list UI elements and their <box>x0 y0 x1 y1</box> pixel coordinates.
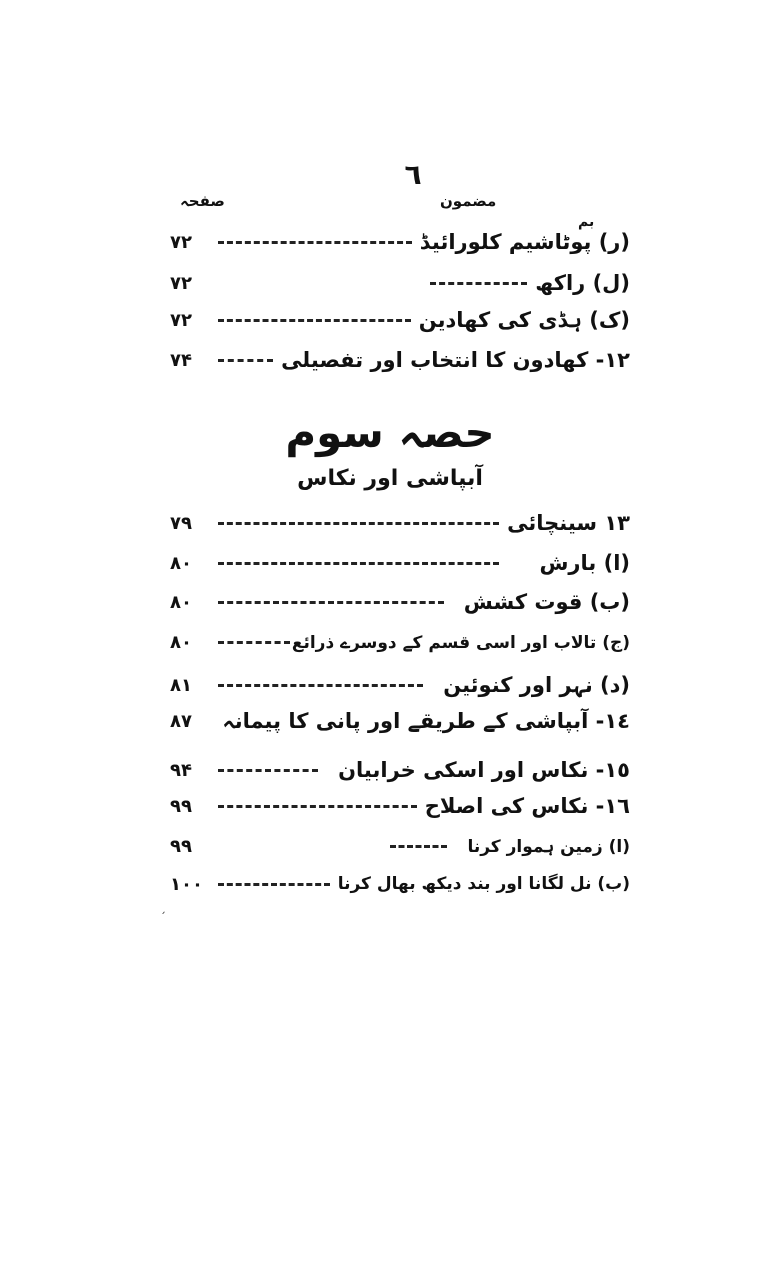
toc-entry-text: (ا) زمین ہموار کرنا <box>467 836 630 857</box>
margin-mark: بم <box>578 214 595 230</box>
toc-page-number: ۹۹ <box>170 835 192 857</box>
toc-entry-text: (ج) تالاب اور اسی قسم کے دوسرے ذرائع <box>291 632 630 653</box>
toc-page-number: ۱۰۰ <box>170 873 203 895</box>
scan-speck: ˏ <box>160 900 166 914</box>
dot-leader <box>218 769 318 772</box>
toc-entry <box>170 866 630 902</box>
toc-entry-text: (ب) نل لگانا اور بند دیکھ بھال کرنا <box>337 874 630 894</box>
toc-entry-text: (ل) راکھ <box>535 271 630 295</box>
toc-page-number: ۹۴ <box>170 759 192 781</box>
page-column-heading: صفحہ <box>180 192 225 210</box>
toc-page-number: ۷۲ <box>170 272 192 294</box>
toc-entry <box>170 703 630 739</box>
toc-page-number: ۷۴ <box>170 349 192 371</box>
toc-entry <box>170 302 630 338</box>
toc-entry-text: (ب) قوت کشش <box>463 590 630 614</box>
section-subtitle: آبپاشی اور نکاس <box>297 466 483 491</box>
dot-leader <box>218 359 273 362</box>
toc-page-number: ۷۲ <box>170 231 192 253</box>
toc-entry-text: (د) نہر اور کنوئین <box>443 673 630 697</box>
toc-entry-text: (ر) پوٹاشیم کلورائیڈ <box>419 230 630 254</box>
dot-leader <box>218 883 330 886</box>
toc-entry <box>170 752 630 788</box>
toc-entry <box>170 545 630 581</box>
toc-entry-text: (ا) بارش <box>539 551 630 575</box>
dot-leader <box>218 319 411 322</box>
dot-leader <box>218 805 417 808</box>
subject-column-heading: مضمون <box>440 192 497 210</box>
toc-entry <box>170 584 630 620</box>
toc-page-number: ۸۷ <box>170 710 192 732</box>
dot-leader <box>218 241 412 244</box>
toc-entry-text: ١٤- آبپاشی کے طریقے اور پانی کا پیمانہ <box>222 709 630 733</box>
dot-leader <box>218 601 444 604</box>
toc-entry-text: ١٢- کھادون کا انتخاب اور تفصیلی <box>281 348 630 372</box>
toc-entry <box>170 788 630 824</box>
toc-page-number: ۷۹ <box>170 512 192 534</box>
toc-entry <box>170 667 630 703</box>
toc-page-number: ۸۰ <box>170 591 192 613</box>
toc-entry <box>170 265 630 301</box>
dot-leader <box>218 684 423 687</box>
toc-page-number: ۷۲ <box>170 309 192 331</box>
toc-entry-text: (ک) ہڈی کی کھادین <box>418 308 630 332</box>
dot-leader <box>430 282 527 285</box>
dot-leader <box>218 562 499 565</box>
toc-entry-text: ١٣ سینچائی <box>507 511 630 535</box>
dot-leader <box>218 641 290 644</box>
toc-page-number: ۹۹ <box>170 795 192 817</box>
toc-entry <box>170 224 630 260</box>
toc-page-number: ۸۱ <box>170 674 192 696</box>
toc-page-number: ۸۰ <box>170 631 192 653</box>
toc-entry <box>170 624 630 660</box>
toc-page-number: ۸۰ <box>170 552 192 574</box>
toc-entry-text: ١٥- نکاس اور اسکی خرابیان <box>338 758 630 782</box>
page-number: ٦ <box>404 158 422 191</box>
toc-entry <box>170 505 630 541</box>
section-title: حصہ سوم <box>285 408 495 457</box>
toc-entry <box>170 828 630 864</box>
dot-leader <box>218 522 499 525</box>
toc-entry <box>170 342 630 378</box>
toc-entry-text: ١٦- نکاس کی اصلاح <box>424 794 630 818</box>
dot-leader <box>390 845 447 848</box>
